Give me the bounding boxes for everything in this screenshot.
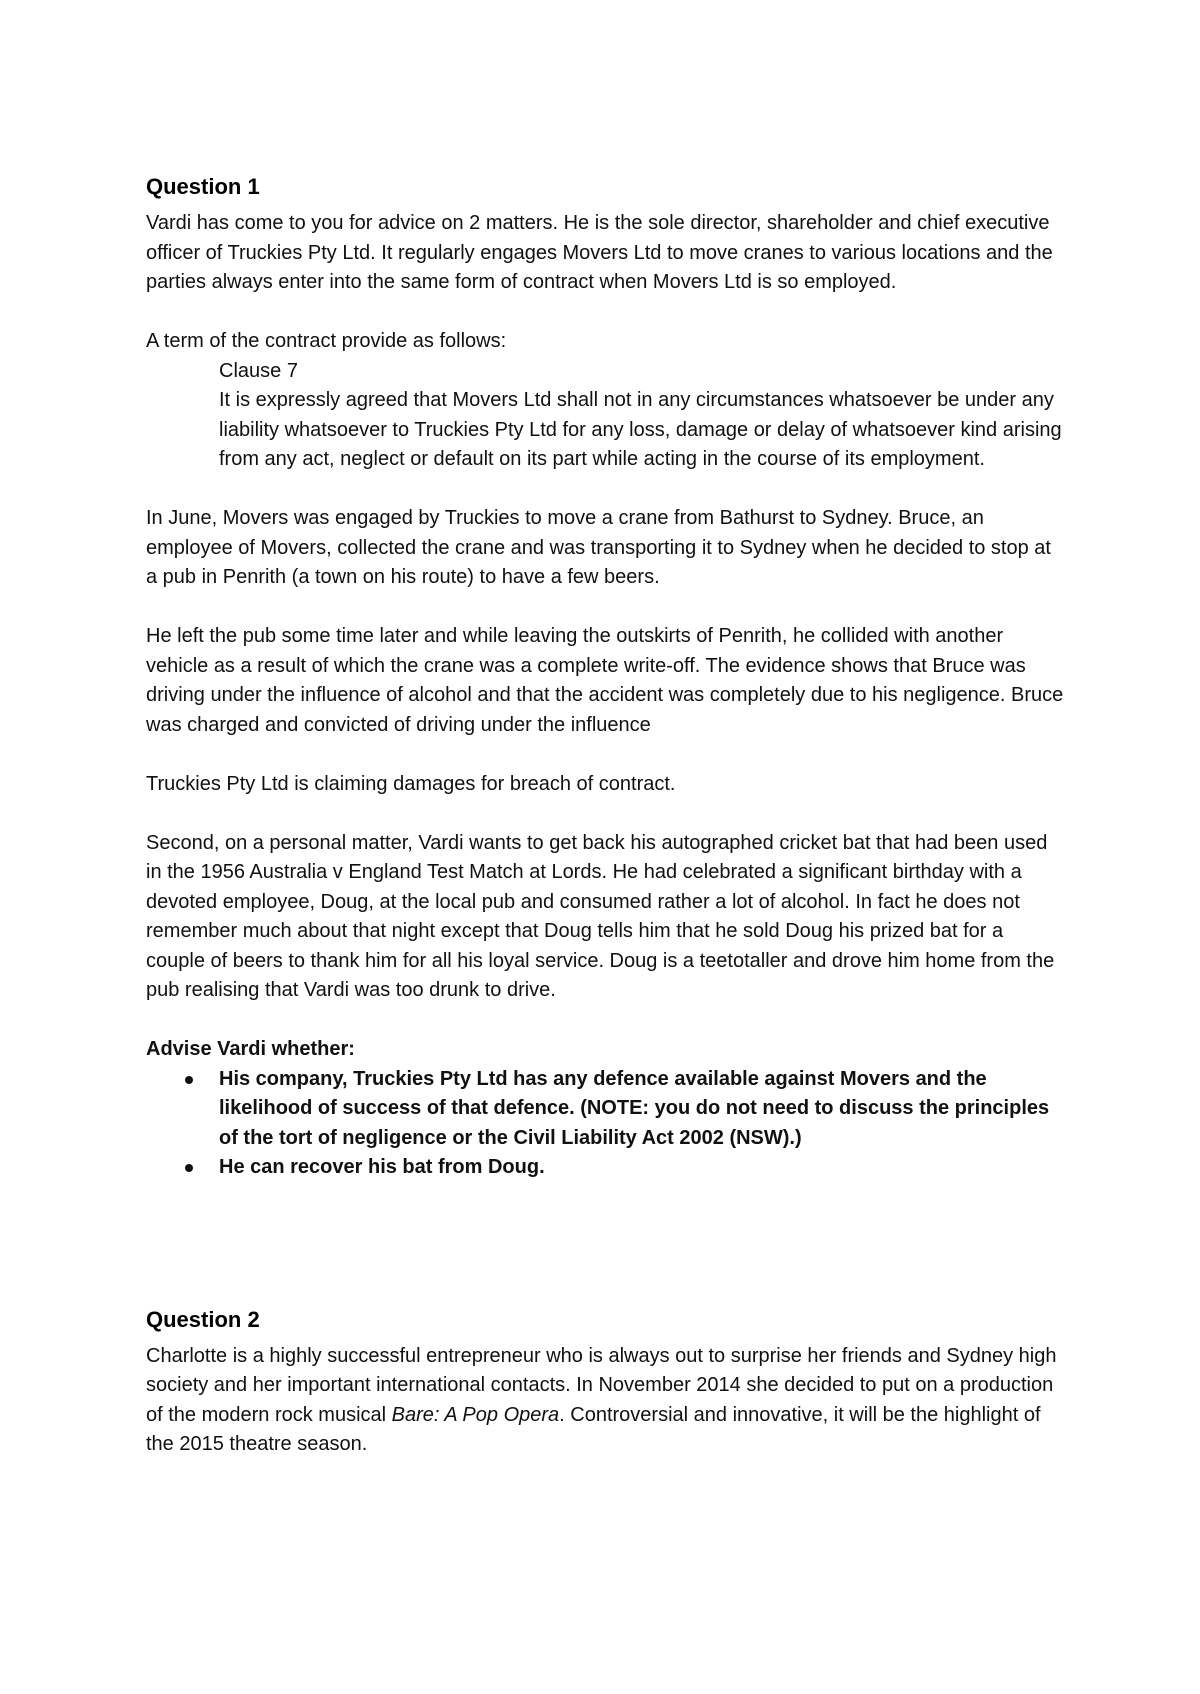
question-2-heading: Question 2 [146, 1306, 260, 1332]
document-page [146, 172, 1066, 1489]
question-2-text-start: Charlotte is a highly successful entrepreneur who is always out to surprise her friends and Sydney high society and her important international contacts. In November 2014 she decided to put on a production of the modern rock musical [146, 1344, 1057, 1426]
section-spacer [146, 1183, 1066, 1305]
list-item-text: He can recover his bat from Doug. [219, 1156, 545, 1178]
list-item [219, 1153, 1066, 1183]
bullet-icon [185, 1164, 193, 1172]
advise-label: Advise Vardi whether: [146, 1038, 355, 1060]
musical-title: Bare: A Pop Opera [391, 1403, 560, 1426]
question-1-heading: Question 1 [146, 174, 260, 199]
paragraph-claim: Truckies Pty Ltd is claiming damages for breach of contract. [146, 772, 676, 795]
clause-7-block [219, 357, 1066, 475]
paragraph-cricket-bat: Second, on a personal matter, Vardi wants to get back his autographed cricket bat that had been used in the 1956 Australia v England Test Match at Lords. He had celebrated a significant birthday with a devoted employee, Doug, at the local pub and consumed rather a lot of alcohol. In fact he does not remember much about that night except that Doug tells him that he sold Doug his prized bat for a couple of beers to thank him for all his loyal service. Doug is a teetotaller and drove him home from the pub realising that Vardi was too drunk to drive. [146, 831, 1055, 1001]
bullet-icon [185, 1076, 193, 1084]
question-1-intro: Vardi has come to you for advice on 2 matters. He is the sole director, shareholder and chief executive officer of Truckies Pty Ltd. It regularly engages Movers Ltd to move cranes to various locations and the parties always enter into the same form of contract when Movers Ltd is so employed. [146, 212, 1053, 293]
question-2-intro [146, 1342, 1066, 1460]
question-2-text-end: . Controversial and innovative, it will be the highlight of the 2015 theatre season. [146, 1403, 1041, 1455]
list-item [219, 1065, 1066, 1154]
clause-title: Clause 7 [219, 359, 298, 382]
list-item-text: His company, Truckies Pty Ltd has any defence available against Movers and the likelihood of success of that defence. (NOTE: you do not need to discuss the principles of the tort of negligence or the Civil Liability Act 2002 (NSW).) [219, 1067, 1050, 1149]
paragraph-pub: He left the pub some time later and while leaving the outskirts of Penrith, he collided with another vehicle as a result of which the crane was a complete write-off. The evidence shows that Bruce was driving under the influence of alcohol and that the accident was completely due to his negligence. Bruce was charged and convicted of driving under the influence [146, 625, 1064, 736]
clause-text: It is expressly agreed that Movers Ltd shall not in any circumstances whatsoever be under any liability whatsoever to Truckies Pty Ltd for any loss, damage or delay of whatsoever kind arising from any act, neglect or default on its part while acting in the course of its employment. [219, 389, 1062, 470]
paragraph-june: In June, Movers was engaged by Truckies to move a crane from Bathurst to Sydney. Bruce, an employee of Movers, collected the crane and was transporting it to Sydney when he decided to stop at a pub in Penrith (a town on his route) to have a few beers. [146, 507, 1051, 588]
advice-bullet-list [146, 1065, 1066, 1183]
term-intro: A term of the contract provide as follows: [146, 330, 507, 352]
